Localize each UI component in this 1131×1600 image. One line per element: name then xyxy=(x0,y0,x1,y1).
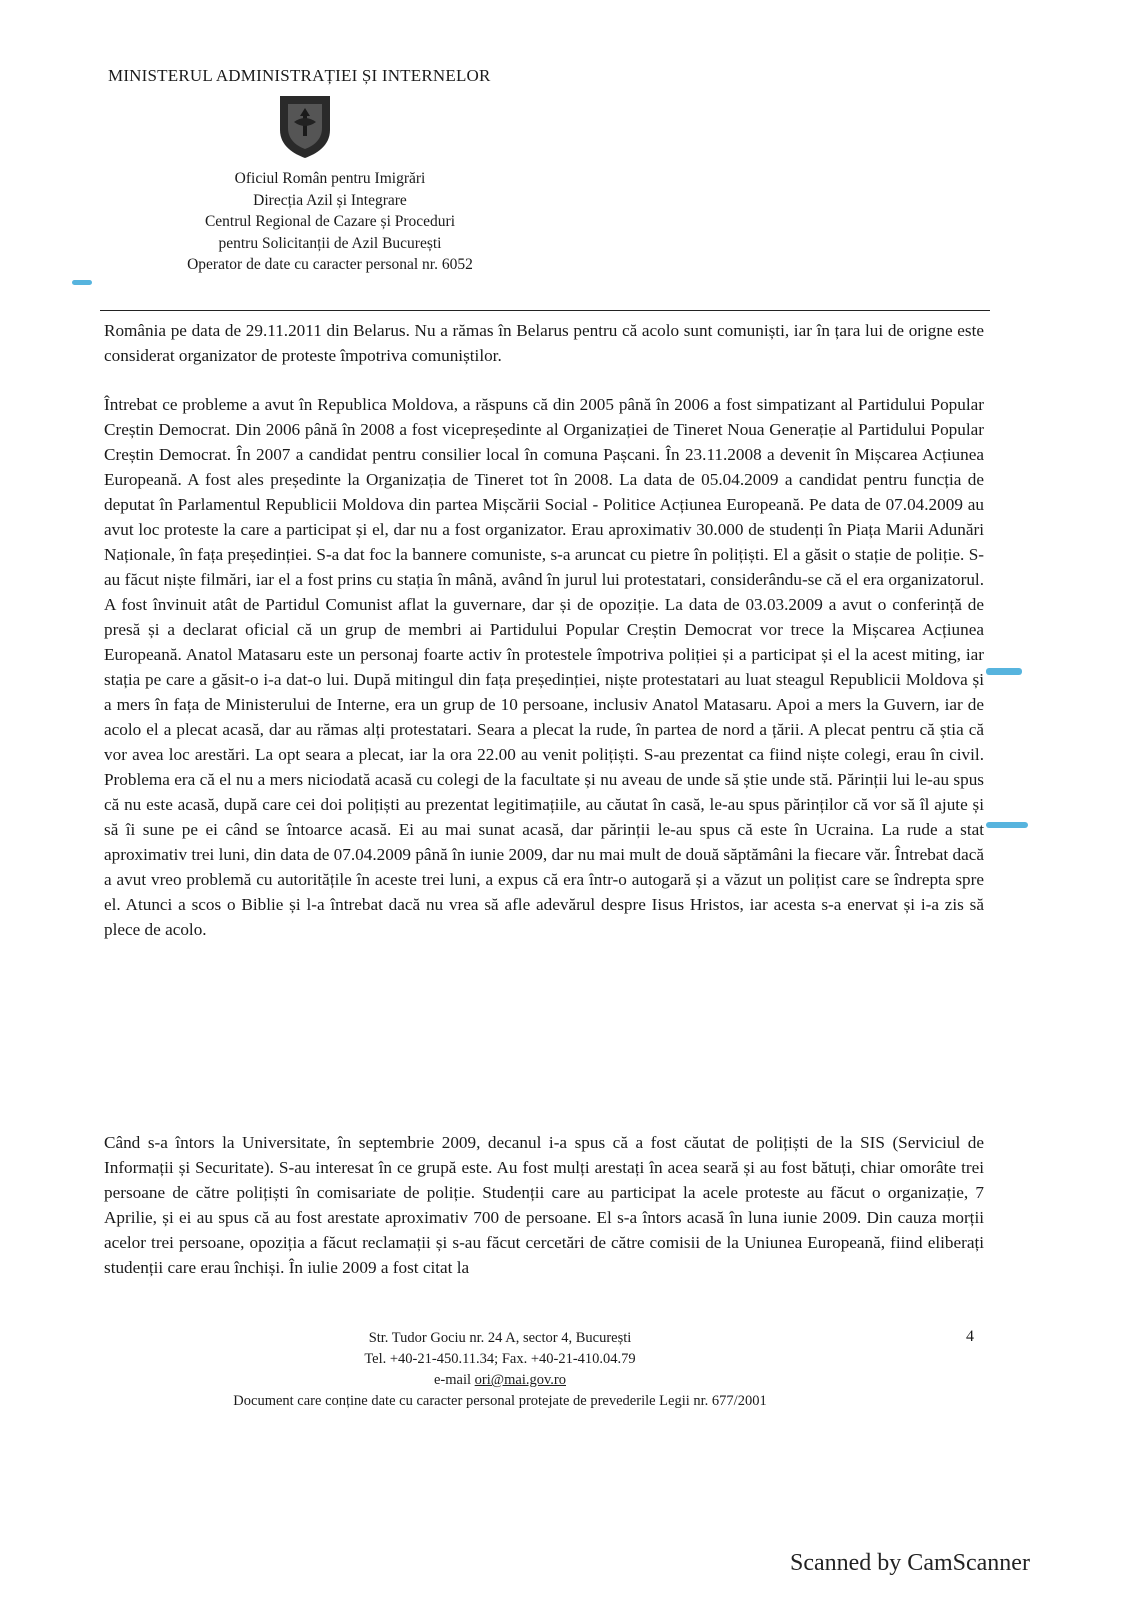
ministry-name: MINISTERUL ADMINISTRAȚIEI ȘI INTERNELOR xyxy=(108,66,491,85)
footer-address: Str. Tudor Gociu nr. 24 A, sector 4, București xyxy=(368,1330,632,1346)
paragraph: Întrebat ce probleme a avut în Republica Moldova, a răspuns că din 2005 până în 2006 a fost simpatizant al Partidului Popular Creștin Democrat. Din 2006 până în 2008 a fost vicepreședinte al Organizației de Tineret Noua Generație al Partidului Popular Creștin Democrat. În 2007 a candidat pentru consilier local în comuna Pașcani. În 23.11.2008 a devenit în Mișcarea Acțiunea Europeană. A fost ales președinte la Organizația de Tineret tot în 2008. La data de 05.04.2009 a candidat pentru funcția de deputat în Parlamentul Republicii Moldova din partea Mișcării Social - Politice Acțiunea Europeană. Pe data de 07.04.2009 au avut loc proteste la care a participat și el, dar nu a fost organizator. Erau aproximativ 30.000 de studenți în Piața Marii Adunări Naționale, în fața președinției. S-a dat foc la bannere comuniste, s-a aruncat cu pietre în polițiști. El a găsit o stație de poliție. S-au făcut niște filmări, iar el a fost prins cu stația în mână, având în jurul lui protestatari, considerându-se că el era organizatorul. A fost învinuit atât de Partidul Comunist aflat la guvernare, dar și de opoziție. La data de 03.03.2009 a avut o conferință de presă și a declarat oficial că un grup de membri ai Partidului Popular Creștin Democrat vor trece la Mișcarea Acțiunea Europeană. Anatol Matasaru este un personaj foarte activ în protestele împotriva poliției și a participat și el la acest miting, iar stația pe care a găsit-o i-a dat-o lui. După mitingul din fața președinției, niște protestatari au luat steagul Republicii Moldova și a mers în fața de Ministerului de Interne, era un grup de 10 persoane, inclusiv Anatol Matasaru. Apoi a mers la Guvern, iar de acolo el a plecat acasă, dar au rămas alți protestatari. Seara a plecat la rude, în partea de nord a țării. A plecat pentru că știa că vor avea loc arestări. La opt seara a plecat, iar la ora 22.00 au venit polițiști. S-au prezentat ca fiind niște colegi, erau în civil. Problema era că el nu a mers niciodată acasă cu colegi de la facultate și nu aveau de unde să știe unde stă. Părinții lui le-au spus că nu este acasă, după care cei doi polițiști au prezentat legitimațiile, au căutat în casă, le-au spus părinților că vor să îl ajute și să îi sune pe ei când se întoarce acasă. Ei au mai sunat acasă, dar părinții le-au spus că este în Ucraina. La rude a stat aproximativ trei luni, din data de 07.04.2009 până în iunie 2009, dar nu mai mult de două săptămâni la fiecare văr. Întrebat dacă a avut vreo problemă cu autoritățile în aceste trei luni, a expus că era într-o autogară și a văzut un polițist care se îndrepta spre el. Atunci a scos o Biblie și l-a întrebat dacă nu vrea să afle adevărul despre Iisus Hristos, iar acesta s-a enervat și i-a zis să plece de acolo. xyxy=(104,395,984,939)
coat-of-arms-icon xyxy=(276,92,334,160)
footer-email-link[interactable]: ori@mai.gov.ro xyxy=(474,1372,566,1388)
scanner-watermark: Scanned by CamScanner xyxy=(790,1550,1030,1576)
footer-phone-fax: Tel. +40-21-450.11.34; Fax. +40-21-410.04.79 xyxy=(364,1351,636,1367)
footer xyxy=(140,1328,860,1412)
highlighter-mark xyxy=(72,280,92,285)
office-line: Direcția Azil și Integrare xyxy=(253,191,407,209)
office-line: Centrul Regional de Cazare și Proceduri xyxy=(204,213,456,230)
office-line: Oficiul Român pentru Imigrări xyxy=(234,170,426,187)
operator-line: Operator de date cu caracter personal nr. 6052 xyxy=(187,256,473,273)
paragraph: Când s-a întors la Universitate, în septembrie 2009, decanul i-a spus că a fost căutat de polițiști de la SIS (Serviciul de Informații și Securitate). S-au interesat în ce grupă este. Au fost mulți arestați în acea seară și au fost bătuți, chiar omorâte trei persoane de către polițiști în comisariate de poliție. Studenții care au participat la acele proteste au făcut o organizație, 7 Aprilie, și ei au spus că au fost arestate aproximativ 700 de persoane. El s-a întors acasă în luna iunie 2009. Din cauza morții acelor trei persoane, opoziția a făcut reclamații și s-au făcut cercetări de către comisii de la Uniunea Europeană, fiind eliberați studenții care erau închiși. În iulie 2009 a fost citat la xyxy=(104,1133,984,1277)
footer-email-line xyxy=(140,1370,860,1391)
office-block xyxy=(120,168,540,276)
header-divider xyxy=(100,310,990,311)
highlighter-mark xyxy=(986,668,1022,675)
highlighter-mark xyxy=(986,822,1028,828)
page-number: 4 xyxy=(966,1328,974,1345)
footer-email-label: e-mail xyxy=(433,1372,472,1388)
paragraph: România pe data de 29.11.2011 din Belarus. Nu a rămas în Belarus pentru că acolo sunt comuniști, iar în țara lui de origne este considerat organizator de proteste împotriva comuniștilor. xyxy=(104,321,984,365)
office-line: pentru Solicitanții de Azil București xyxy=(218,234,442,252)
footer-legal-notice: Document care conține date cu caracter personal protejate de prevederile Legii nr. 677/2001 xyxy=(233,1393,767,1409)
